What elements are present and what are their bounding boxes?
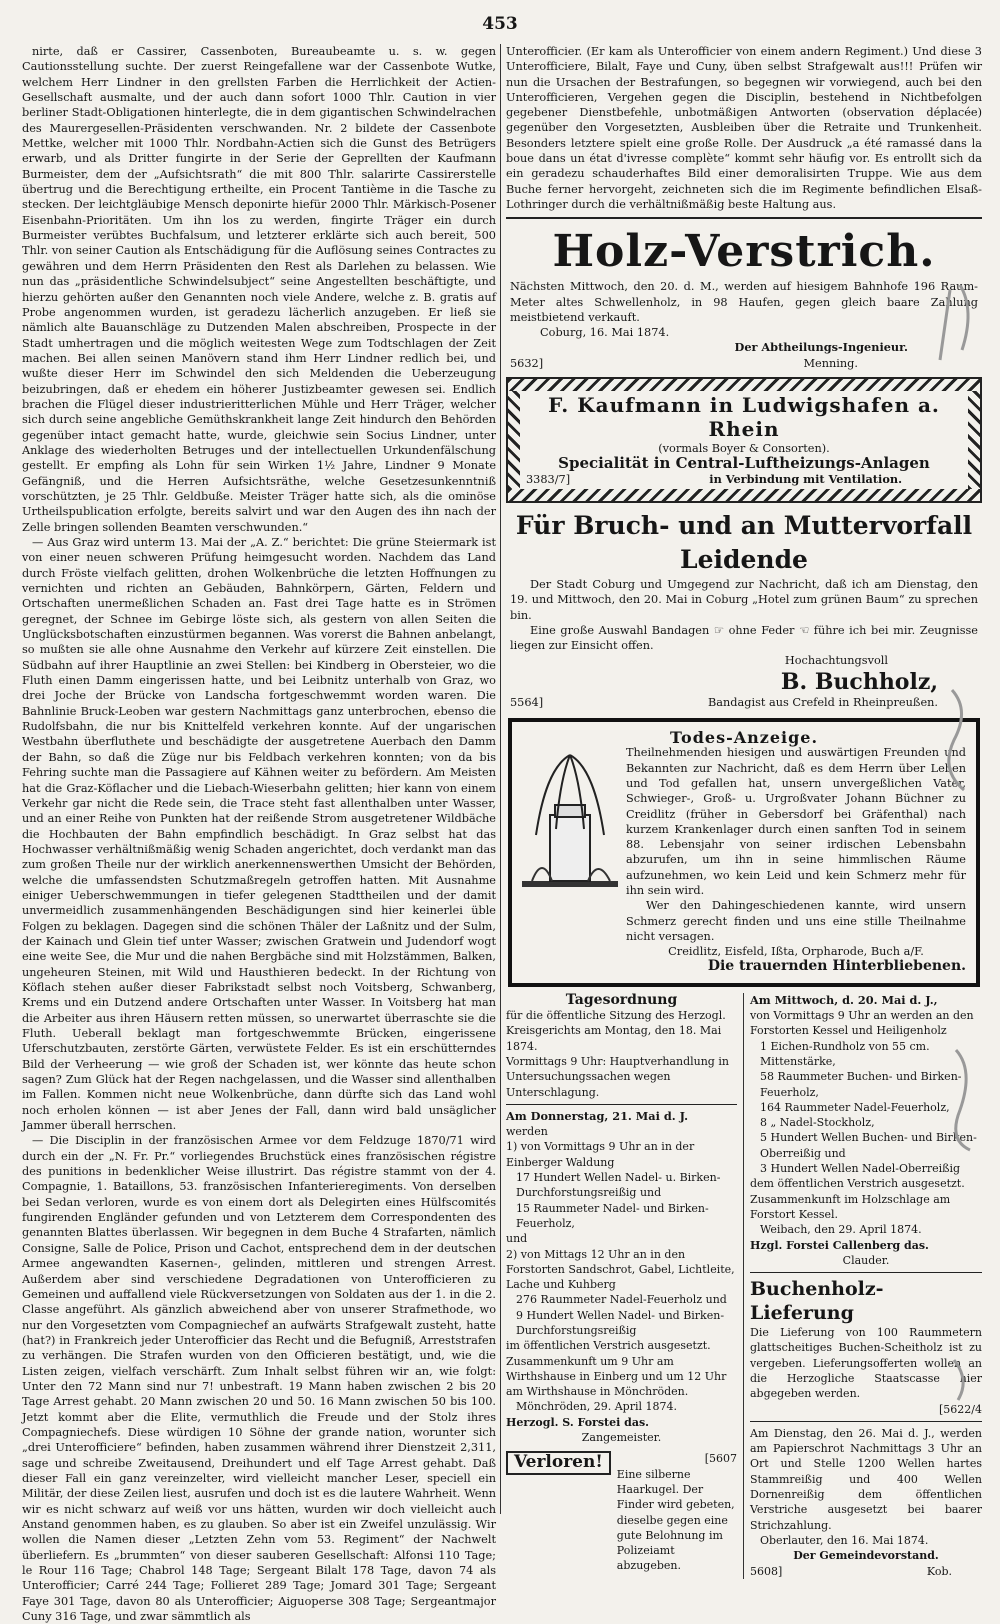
buchenholz-title: Buchenholz-Lieferung	[750, 1278, 884, 1325]
verloren-title: Verloren!	[506, 1451, 611, 1474]
donnerstag-item: 15 Raummeter Nadel- und Birken-Feuerholz,	[516, 1201, 709, 1230]
ad-signer: Der Abtheilungs-Ingenieur.	[734, 340, 908, 355]
handwritten-annotations	[930, 270, 990, 1420]
mittwoch-intro: von Vormittags 9 Uhr an werden an den Forstorten Kessel und Heiligenholz	[750, 1009, 974, 1038]
mittwoch-item: 3 Hundert Wellen Nadel-Oberreißig	[760, 1162, 961, 1176]
article-paragraph: nirte, daß er Cassirer, Cassenboten, Bureaubeamte u. s. w. gegen Cautionsstellung suchte. Der zuerst Reingefallene war der Cassenbote Wutke, welchem Herr Lindner in den grellsten Farben die Herrlichkeit der Actien-Gesellschaft ausmalte, und der auch dann sofort 1000 Thlr. Caution in vier berliner Stadt-Obligationen hinterlegte, die in dem gigantischen Schwindelrachen des Maurergesellen-Präsidenten verschwanden. Nr. 2 bildete der Cassenbote Mettke, welcher mit 1000 Thlr. Nordbahn-Actien sich die Gunst des Betrügers erwarb, und als Dritter fungirte in der Serie der Geprellten der Kaufmann Burmeister, dem der „Aufsichtsrath“ die mit 800 Thlr. salarirte Cassirerstelle übertrug und die Berechtigung ertheilte, ein Procent Tantième in die Tasche zu stecken. Der leichtgläubige Mensch deponirte hiefür 2000 Thlr. Märkisch-Posener Eisenbahn-Prioritäten. Um ihn los zu werden, fingirte Träger ein durch Burmeister verübtes Buchfalsum, und letzterer erklärte sich auch bereit, 500 Thlr. von seiner Caution als Entschädigung für die Auflösung seines Contractes zu gewähren und dem Herrn Präsidenten den Rest als Darlehen zu belassen. Wie nun das „präsidentliche Schwindelsubject“ seine Angestellten beschäftigte, und hierzu gehörten außer den Genannten noch viele Andere, welche z. B. gratis auf Probe angenommen wurden, ist geradezu lächerlich anzugeben. Er ließ sie nämlich alte Bauanschläge zu Dutzenden Malen abschreiben, Prospecte in der Stadt umhertragen und die möglich weitesten Wege zum Todtschlagen der Zeit machen. Bei allen seinen Manövern stand ihm Herr Lindner redlich bei, und wußte dieser Herr im Schwindel den sich Meldenden die Ueberzeugung beizubringen, daß er ehedem ein höherer Justizbeamter gewesen sei. Endlich brachen die Flügel dieser industrieritterlichen Mühle und Herr Träger, welcher sich durch seine angebliche Gemüthskrankheit lange Zeit hindurch den Behörden gegenüber intact gemacht hatte, wurde, gleichwie sein Socius Lindner, unter Anklage des wiederholten Betruges und der intellectuellen Urkundenfälschung gestellt. Er empfing als Lohn für sein Wirken 1½ Jahre, Lindner 9 Monate Gefängniß, und die Herren Aufsichtsräthe, welche Gesetzesunkenntniß vorschützten, je 25 Thlr. Geldbuße. Meister Träger hatte sich, als die ominöse Urtheilspublication erfolgte, bereits salvirt und war den Augen des ihn nach der Zelle bringen sollenden Beamten verschwunden.“	[22, 45, 496, 534]
divider	[506, 1104, 737, 1105]
mittwoch-item: 8 „ Nadel-Stockholz,	[760, 1116, 875, 1130]
divider	[506, 217, 982, 219]
hatch-border	[508, 391, 520, 489]
ad-date: Coburg, 16. Mai 1874.	[540, 326, 670, 340]
right-column	[506, 44, 982, 1578]
tagesordnung-text: für die öffentliche Sitzung des Herzogl. Kreisgerichts am Montag, den 18. Mai 1874.	[506, 1009, 726, 1053]
ad-kaufmann	[506, 377, 982, 503]
donnerstag-item: 17 Hundert Wellen Nadel- u. Birken-Durchforstungsreißig und	[516, 1171, 721, 1200]
ad-name: B. Buchholz,	[780, 668, 938, 695]
donnerstag-name: Zangemeister.	[581, 1431, 662, 1445]
verloren-ref: [5607	[704, 1452, 737, 1466]
donnerstag-item: 2) von Mittags 12 Uhr an in den Forstorten Sandschrot, Gabel, Lichtleite, Lache und Kuhberg	[506, 1247, 735, 1292]
mittwoch-item: 5 Hundert Wellen Buchen- und Birken-Oberreißig und	[760, 1131, 977, 1160]
ad-ref: 5632]	[510, 356, 544, 370]
death-places: Creidlitz, Eisfeld, Ißta, Orpharode, Buch a/F.	[668, 945, 924, 959]
mittwoch-head: Am Mittwoch, d. 20. Mai d. J.,	[750, 992, 938, 1007]
donnerstag-item: und	[506, 1232, 528, 1246]
death-notice	[508, 718, 980, 987]
ad-occupation: Bandagist aus Crefeld in Rheinpreußen.	[707, 695, 938, 709]
gravestone-willow-icon	[522, 745, 618, 895]
donnerstag-head: Am Donnerstag, 21. Mai d. J.	[506, 1108, 689, 1123]
divider	[750, 1421, 982, 1422]
ad-bruch	[506, 507, 982, 712]
notices-two-column	[506, 993, 982, 1579]
dienstag-signer: Der Gemeindevorstand.	[793, 1549, 939, 1563]
ad-holz-verstrich	[506, 223, 982, 373]
ad-former-name: (vormals Boyer & Consorten).	[658, 442, 830, 456]
ad-greeting: Hochachtungsvoll	[784, 654, 888, 668]
notices-left	[506, 993, 744, 1579]
ad-title: F. Kaufmann in Ludwigshafen a. Rhein	[548, 393, 940, 442]
death-text: Wer den Dahingeschiedenen kannte, wird unsern Schmerz gerecht finden und uns eine stille Theilnahme nicht versagen.	[626, 899, 966, 943]
left-column	[22, 44, 496, 1624]
donnerstag-text: im öffentlichen Verstrich ausgesetzt. Zusammenkunft um 9 Uhr am Wirthshause in Einberg und um 12 Uhr am Wirthshause in Mönchröden.	[506, 1339, 727, 1399]
buchenholz-ref: [5622/4	[939, 1402, 982, 1416]
ad-ventilation: in Verbindung mit Ventilation.	[709, 471, 902, 486]
ad-text: Der Stadt Coburg und Umgegend zur Nachricht, daß ich am Dienstag, den 19. und Mittwoch, den 20. Mai in Coburg „Hotel zum grünen Baum“ zu sprechen bin.	[510, 577, 978, 622]
article-paragraph: — Aus Graz wird unterm 13. Mai der „A. Z.“ berichtet: Die grüne Steiermark ist von einer neuen schweren Prüfung heimgesucht worden. Nachdem das Land durch Fröste vielfach gelitten, drohen Wolkenbrüche die letzten Hoffnungen zu vernichten und richten an Gebäuden, Bahnkörpern, Gärten, Feldern und Ortschaften unermeßlichen Schaden an. Fast drei Tage hatte es in Strömen geregnet, der Schnee im Gebirge löste sich, als gestern von allen Seiten die Unglücksbotschaften einzustürmen begannen. Was vorerst die Bahnen anbelangt, so mußten sie alle ohne Ausnahme den Verkehr auf kürzere Zeit einstellen. Die Südbahn auf ihrer Hauptlinie an zwei Stellen: bei Kindberg in Obersteier, wo die Fluth einen Damm eingerissen hatte, und bei Leibnitz unterhalb von Graz, wo drei Joche der Brücke von Landscha fortgeschwemmt worden waren. Die Bahnlinie Bruck-Leoben war gestern Nachmittags ganz unterbrochen, ebenso die Rudolfsbahn, die nur bis Knittelfeld verkehren konnte. Auf der ungarischen Westbahn überfluthete und beschädigte der ausgetretene Auerbach den Damm der Bahn, so daß die Züge nur bis Feldbach verkehren konnten; von da bis Fehring suchte man die Passagiere auf Kähnen weiter zu befördern. Am Meisten hat die Graz-Köflacher und die Liebach-Wieserbahn gelitten; hier kann von einem Verkehr gar nicht die Rede sein, die Trace steht fast allenthalben unter Wasser, und an einer Reihe von Punkten hat der reißende Strom ausgetretener Wildbäche die Hochbauten der Bahn empfindlich beschädigt. In Graz selbst hat das Hochwasser verhältnißmäßig wenig Schaden angerichtet, doch verdankt man das zum großen Theile nur der wirklich anerkennenswerthen Umsicht der Behörden, welche die umfassendsten Schutzmaßregeln getroffen hatten. Mit Ausnahme einiger Ueberschwemmungen in tiefer gelegenen Stadttheilen und der damit unvermeidlich zusammenhängenden Beschädigungen sind hier keinerlei üble Folgen zu beklagen. Dagegen sind die schönen Thäler der Laßnitz und der Sulm, der Kainach und Glein tief unter Wasser; zwischen Gratwein und Judendorf wogt eine weite See, die Mur und die nahen Bergbäche sind mit Holzstämmen, Balken, ungeheuren Steinen, mit Wild und Hausthieren bedeckt. In der Richtung von Köflach stehen außer dieser Fabrikstadt selbst noch Voitsberg, Schwanberg, Krems und ein Dutzend andere Ortschaften unter Wasser. In Voitsberg hat man die Arbeiter aus ihren Häusern retten müssen, so unerwartet überraschte sie die Fluth. Ueberall beklagt man fortgeschwemmte Brücken, eingerissene Uferschutzbauten, zerstörte Gärten, verwüstete Felder. Es ist ein erschütterndes Bild der Verheerung — wie groß der Schaden ist, wer könnte das heute schon sagen? Zum Glück hat der Regen nachgelassen, und die Wasser sind allenthalben im Fallen. Kommen nicht neue Wolkenbrüche, dann dürfte sich das Land wohl noch erholen können — ist aber Jenes der Fall, dann wird bald unsäglicher Jammer überall herrschen.	[22, 536, 496, 1133]
hatch-border	[508, 379, 980, 391]
donnerstag-item: 276 Raummeter Nadel-Feuerholz und	[516, 1293, 727, 1307]
donnerstag-date: Mönchröden, 29. April 1874.	[516, 1400, 677, 1414]
buchenholz-text: Die Lieferung von 100 Raummetern glattscheitiges Buchen-Scheitholz ist zu vergeben. Lieferungsofferten wollen an die Herzogliche Staatscasse hier abgegeben werden.	[750, 1326, 982, 1401]
death-signer: Die trauernden Hinterbliebenen.	[707, 958, 966, 975]
article-continuation: Unterofficier. (Er kam als Unterofficier von einem andern Regiment.) Und diese 3 Unterofficiere, Bilalt, Faye und Cuny, üben selbst Strafgewalt aus!!! Prüfen wir nun die Ursachen der Bestrafungen, so begegnen wir vorwiegend, auch bei den Unterofficieren, Vergehen gegen die Disciplin, bestehend in Nichtbefolgen gegebener Dienstbefehle, unbotmäßigen Antworten (observation déplacée) gegenüber den Vorgesetzten, Ausbleiben über die Retraite und Trunkenheit. Besonders letztere spielt eine große Rolle. Der Ausdruck „a été ramassé dans la boue dans un état d'ivresse complète“ kommt sehr häufig vor. Es entrollt sich da ein geradezu schauderhaftes Bild einer demoralisirten Truppe. Wie aus dem Buche ferner hervorgeht, zeichneten sich die im Regimente befindlichen Elsaß-Lothringer durch die verhältnißmäßig beste Haltung aus.	[506, 45, 982, 211]
ad-text: Eine große Auswahl Bandagen ☞ ohne Feder ☜ führe ich bei mir. Zeugnisse liegen zur Einsicht offen.	[510, 623, 978, 653]
donnerstag-signer: Herzogl. S. Forstei das.	[506, 1415, 649, 1429]
death-text: Theilnehmenden hiesigen und auswärtigen Freunden und Bekannten zur Nachricht, daß es dem Herrn über Leben und Tod gefallen hat, unsern unvergeßlichen Vater, Schwieger-, Groß- u. Urgroßvater Johann Büchner zu Creidlitz (früher in Gebersdorf bei Gräfenthal) nach kurzem Krankenlager durch einen sanften Tod in seinem 88. Lebensjahr von seiner irdischen Lebensbahn abzurufen, um ihn in seine himmlischen Räume aufzunehmen, wo kein Leid und kein Schmerz mehr für ihn sein wird.	[626, 746, 966, 897]
ad-verloren	[506, 1451, 737, 1573]
dienstag-name: Kob.	[926, 1564, 952, 1578]
mittwoch-text: dem öffentlichen Verstrich ausgesetzt. Zusammenkunft im Holzschlage am Forstort Kessel.	[750, 1177, 965, 1221]
tagesordnung-title: Tagesordnung	[565, 991, 678, 1008]
ad-title: Für Bruch- und an Muttervorfall Leidende	[515, 510, 973, 574]
dienstag-ref: 5608]	[750, 1564, 783, 1578]
article-paragraph: — Die Disciplin in der französischen Armee vor dem Feldzuge 1870/71 wird durch ein der „N. Fr. Pr.“ vorliegendes Bruchstück eines französischen régistre des punitions in bedenklicher Weise illustrirt. Das régistre stammt von der 4. Compagnie, 1. Bataillons, 53. französischen Infanterieregiments. Von derselben bei Sedan verloren, wurde es von einem dort als Delegirten eines Hülfscomités fungirenden Engländer gefunden und von Letzterem dem Correspondenten des genannten Blattes überlassen. Wir begegnen in dem Buche 4 Strafarten, nämlich Consigne, Salle de Police, Prison und Cachot, entsprechend dem in der deutschen Armee angewandten Kasernen-, gelinden, mittleren und strengen Arrest. Außerdem aber sind verschiedene Degradationen von Unterofficieren zu Gemeinen und auffallend viele Rückversetzungen von Soldaten aus der 1. in die 2. Classe angeführt. Als gänzlich abweichend aber von unserer Strafmethode, wo nur den Vorgesetzten vom Compagniechef an aufwärts Strafgewalt zusteht, hatte (hat?) in Frankreich jeder Unterofficier das Recht und die Befugniß, Arreststrafen zu verhängen. Die Strafen wurden von den Officieren bestätigt, und, wie die Listen zeigen, vielfach verschärft. Zum Inhalt selbst führen wir an, wie folgt: Unter den 72 Mann sind nur 7! unbestraft. 19 Mann haben zwischen 2 bis 20 Tage Arrest gehabt. 20 Mann zwischen 20 und 50. 16 Mann zwischen 50 bis 100. Jetzt kommt aber die Elite, vermuthlich die Freude und der Stolz ihres Compagniechefs. Diese würdigen 10 Söhne der grande nation, worunter sich „drei Unterofficiere“ befinden, haben zusammen während ihrer Dienstzeit 2,311, sage und schreibe Zweitausend, Dreihundert und elf Tage Arrest gehabt. Daß dieser Fall ein ganz vereinzelter, wird vielleicht mancher Leser, speciell ein Militär, der diese Zeilen liest, ausrufen und doch ist es die lautere Wahrheit. Wenn wir es nicht schwarz auf weiß vor uns hätten, wurden wir doch vielleicht auch Anstand genommen haben, es zu glauben. So aber ist ein Zweifel unzulässig. Wir wollen die Namen dieser „Letzten Zehn vom 53. Regiment“ der Nachwelt überliefern. Es „brummten“ von dieser sauberen Gesellschaft: Alfonsi 110 Tage; le Rour 116 Tage; Chabrol 148 Tage; Sergeant Bilalt 178 Tage, davon 74 als Unterofficier; Carré 244 Tage; Follieret 289 Tage; Jomard 301 Tage; Sergeant Faye 301 Tage, davon 80 als Unterofficier; Aiguoperse 308 Tage; Sergeantmajor Cuny 316 Tage, und zwar sämmtlich als	[22, 1134, 496, 1624]
donnerstag-item: 9 Hundert Wellen Nadel- und Birken-Durchforstungsreißig	[516, 1308, 725, 1337]
hatch-border	[508, 489, 980, 501]
mittwoch-signer: Hzgl. Forstei Callenberg das.	[750, 1238, 929, 1252]
ad-ref: 5564]	[510, 695, 544, 709]
mittwoch-item: 1 Eichen-Rundholz von 55 cm. Mittenstärke,	[760, 1039, 930, 1068]
tagesordnung-text: Vormittags 9 Uhr: Hauptverhandlung in Untersuchungssachen wegen Unterschlagung.	[506, 1054, 729, 1099]
mittwoch-item: 58 Raummeter Buchen- und Birken-Feuerholz,	[760, 1070, 962, 1099]
donnerstag-item: 1) von Vormittags 9 Uhr an in der Einberger Waldung	[506, 1140, 695, 1169]
dienstag-date: Oberlauter, den 16. Mai 1874.	[760, 1533, 929, 1547]
ad-ref: 3383/7]	[526, 472, 571, 486]
donnerstag-werden: werden	[506, 1125, 548, 1139]
mittwoch-item: 164 Raummeter Nadel-Feuerholz,	[760, 1100, 950, 1114]
page-number: 453	[482, 14, 518, 34]
verloren-text: Eine silberne Haarkugel. Der Finder wird gebeten, dieselbe gegen eine gute Belohnung im Polizeiamt abzugeben.	[616, 1467, 735, 1573]
ad-text: Nächsten Mittwoch, den 20. d. M., werden auf hiesigem Bahnhofe 196 Raum-Meter altes Schwellenholz, in 98 Haufen, gegen gleich baare Zahlung meistbietend verkauft.	[510, 280, 978, 324]
mittwoch-name: Clauder.	[842, 1253, 890, 1267]
death-title: Todes-Anzeige.	[669, 728, 819, 748]
mittwoch-date: Weibach, den 29. April 1874.	[760, 1223, 922, 1237]
ad-specialty: Specialität in Central-Luftheizungs-Anlagen	[558, 454, 930, 473]
column-divider	[500, 44, 501, 1514]
ad-name: Menning.	[803, 356, 858, 370]
ad-title: Holz-Verstrich.	[552, 226, 936, 278]
dienstag-text: Am Dienstag, den 26. Mai d. J., werden am Papierschrot Nachmittags 3 Uhr an Ort und Stelle 1200 Wellen hartes Stammreißig und 400 Wellen Dornenreißig dem öffentlichen Verstriche ausgesetzt bei baarer Strichzahlung.	[750, 1426, 982, 1532]
